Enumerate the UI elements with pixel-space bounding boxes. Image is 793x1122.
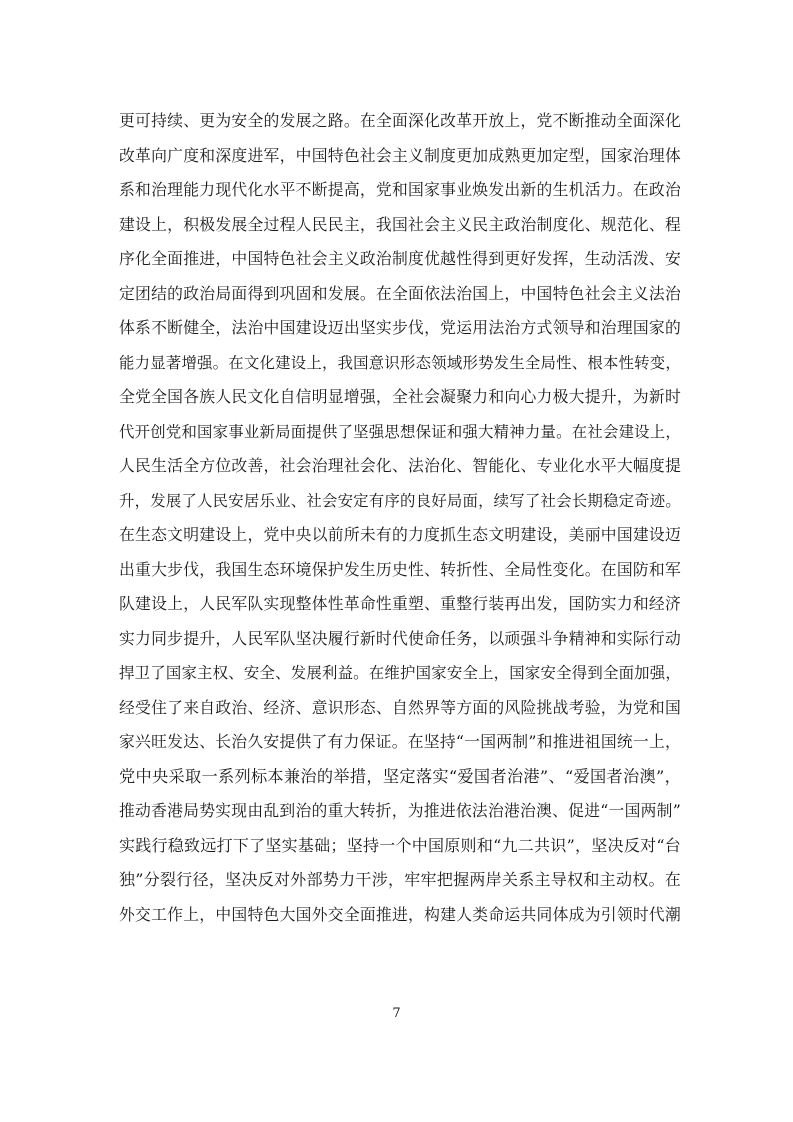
text-line: 序化全面推进，中国特色社会主义政治制度优越性得到更好发挥，生动活泼、安 bbox=[119, 249, 681, 268]
text-line: 升，发展了人民安居乐业、社会安定有序的良好局面，续写了社会长期稳定奇迹。 bbox=[119, 491, 681, 510]
text-line: 更可持续、更为安全的发展之路。在全面深化改革开放上，党不断推动全面深化 bbox=[119, 111, 681, 130]
text-line: 系和治理能力现代化水平不断提高，党和国家事业焕发出新的生机活力。在政治 bbox=[119, 180, 681, 199]
text-line: 代开创党和国家事业新局面提供了坚强思想保证和强大精神力量。在社会建设上， bbox=[119, 422, 681, 441]
text-line: 推动香港局势实现由乱到治的重大转折，为推进依法治港治澳、促进“一国两制” bbox=[119, 801, 681, 820]
text-line: 建设上，积极发展全过程人民民主，我国社会主义民主政治制度化、规范化、程 bbox=[119, 214, 681, 234]
text-line: 捍卫了国家主权、安全、发展利益。在维护国家安全上，国家安全得到全面加强， bbox=[119, 664, 681, 682]
text-line: 定团结的政治局面得到巩固和发展。在全面依法治国上，中国特色社会主义法治 bbox=[119, 283, 681, 303]
text-line: 实力同步提升，人民军队坚决履行新时代使命任务，以顽强斗争精神和实际行动 bbox=[119, 628, 681, 648]
text-line: 实践行稳致远打下了坚实基础；坚持一个中国原则和“九二共识”，坚决反对“台 bbox=[119, 835, 681, 855]
text-line: 独”分裂行径，坚决反对外部势力干涉，牢牢把握两岸关系主导权和主动权。在 bbox=[119, 870, 681, 889]
text-line: 队建设上，人民军队实现整体性革命性重塑、重整行装再出发，国防实力和经济 bbox=[119, 594, 681, 613]
body-text bbox=[119, 104, 681, 932]
text-line: 出重大步伐，我国生态环境保护发生历史性、转折性、全局性变化。在国防和军 bbox=[119, 559, 681, 579]
text-line: 人民生活全方位改善，社会治理社会化、法治化、智能化、专业化水平大幅度提 bbox=[119, 456, 681, 475]
text-line: 全党全国各族人民文化自信明显增强，全社会凝聚力和向心力极大提升，为新时 bbox=[119, 387, 681, 406]
text-line: 体系不断健全，法治中国建设迈出坚实步伐，党运用法治方式领导和治理国家的 bbox=[119, 318, 681, 337]
text-line: 外交工作上，中国特色大国外交全面推进，构建人类命运共同体成为引领时代潮 bbox=[119, 904, 681, 924]
text-line: 党中央采取一系列标本兼治的举措，坚定落实“爱国者治港”、“爱国者治澳”， bbox=[119, 766, 681, 786]
text-line: 能力显著增强。在文化建设上，我国意识形态领域形势发生全局性、根本性转变， bbox=[119, 353, 681, 372]
page-number: 7 bbox=[392, 1006, 401, 1021]
text-line: 家兴旺发达、长治久安提供了有力保证。在坚持“一国两制”和推进祖国统一上， bbox=[119, 732, 681, 751]
text-line: 经受住了来自政治、经济、意识形态、自然界等方面的风险挑战考验，为党和国 bbox=[119, 697, 681, 717]
text-line: 在生态文明建设上，党中央以前所未有的力度抓生态文明建设，美丽中国建设迈 bbox=[119, 525, 681, 544]
text-line: 改革向广度和深度进军，中国特色社会主义制度更加成熟更加定型，国家治理体 bbox=[119, 145, 681, 165]
